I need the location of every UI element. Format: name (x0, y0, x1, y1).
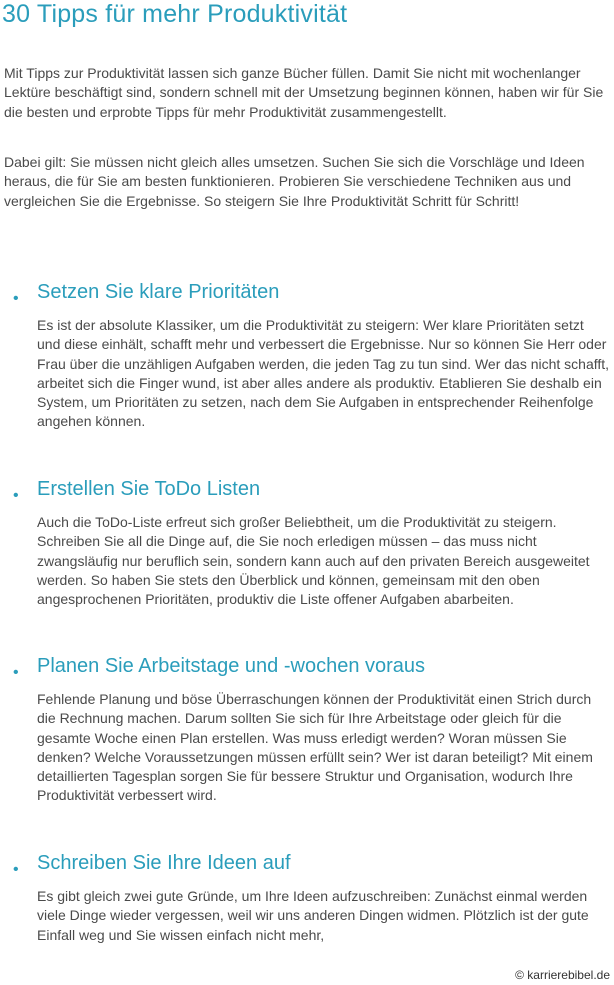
section-body-todo: Auch die ToDo-Liste erfreut sich großer Beliebtheit, um die Produktivität zu steigern. Schreiben Sie all die Dinge auf, die Sie noch erledigen müssen – das muss nicht zwangsläufig nur beruflich sein, sondern kann auch auf den privaten Bereich ausgeweitet werden. So haben Sie stets den Überblick und können, gemeinsam mit den oben angesprochenen Prioritäten, produktiv die Liste offener Aufgaben abarbeiten. (37, 514, 590, 608)
section-heading-todo: Erstellen Sie ToDo Listen (37, 478, 261, 500)
section-heading-planning: Planen Sie Arbeitstage und -wochen voraus (37, 655, 426, 677)
bullet-icon: • (13, 664, 19, 681)
bullet-icon: • (13, 487, 19, 504)
intro-paragraph-1: Mit Tipps zur Produktivität lassen sich ganze Bücher füllen. Damit Sie nicht mit wochenlanger Lektüre beschäftigt sind, sondern schnell mit der Umsetzung beginnen können, haben wir für Sie die besten und erprobte Tipps für mehr Produktivität zusammengestellt. (4, 65, 604, 120)
section-body-planning: Fehlende Planung und böse Überraschungen können der Produktivität einen Strich durch die Rechnung machen. Darum sollten Sie sich für Ihre Arbeitstage oder gleich für die gesamte Woche einen Plan erstellen. Was muss erledigt werden? Woran müssen Sie denken? Welche Voraussetzungen müssen erfüllt sein? Wer ist daran beteiligt? Mit einem detaillierten Tagesplan sorgen Sie für bessere Struktur und Organisation, wodurch Ihre Produktivität verbessert wird. (37, 691, 593, 804)
bullet-icon: • (13, 290, 19, 307)
copyright-notice: © karrierebibel.de (515, 968, 610, 982)
section-body-priorities: Es ist der absolute Klassiker, um die Produktivität zu steigern: Wer klare Prioritäten setzt und diese einhält, schafft mehr und verbessert die Ergebnisse. Nur so können Sie Herr oder Frau über die unzähligen Aufgaben werden, die jeden Tag zu tun sind. Wer das nicht schafft, arbeitet sich die Finger wund, ist aber alles andere als produktiv. Etablieren Sie deshalb ein System, um Prioritäten zu setzen, nach dem Sie Aufgaben in entsprechender Reihenfolge angehen können. (37, 317, 610, 430)
section-heading-ideas: Schreiben Sie Ihre Ideen auf (37, 852, 291, 874)
page-title: 30 Tipps für mehr Produktivität (2, 0, 348, 28)
bullet-icon: • (13, 861, 19, 878)
intro-paragraph-2: Dabei gilt: Sie müssen nicht gleich alles umsetzen. Suchen Sie sich die Vorschläge und Ideen heraus, die für Sie am besten funktionieren. Probieren Sie verschiedene Techniken aus und vergleichen Sie die Ergebnisse. So steigern Sie Ihre Produktivität Schritt für Schritt! (4, 154, 585, 209)
section-heading-priorities: Setzen Sie klare Prioritäten (37, 281, 280, 303)
section-body-ideas: Es gibt gleich zwei gute Gründe, um Ihre Ideen aufzuschreiben: Zunächst einmal werden viele Dinge wieder vergessen, weil wir uns anderen Dingen widmen. Plötzlich ist der gute Einfall weg und Sie wissen einfach nicht mehr, (37, 888, 589, 943)
